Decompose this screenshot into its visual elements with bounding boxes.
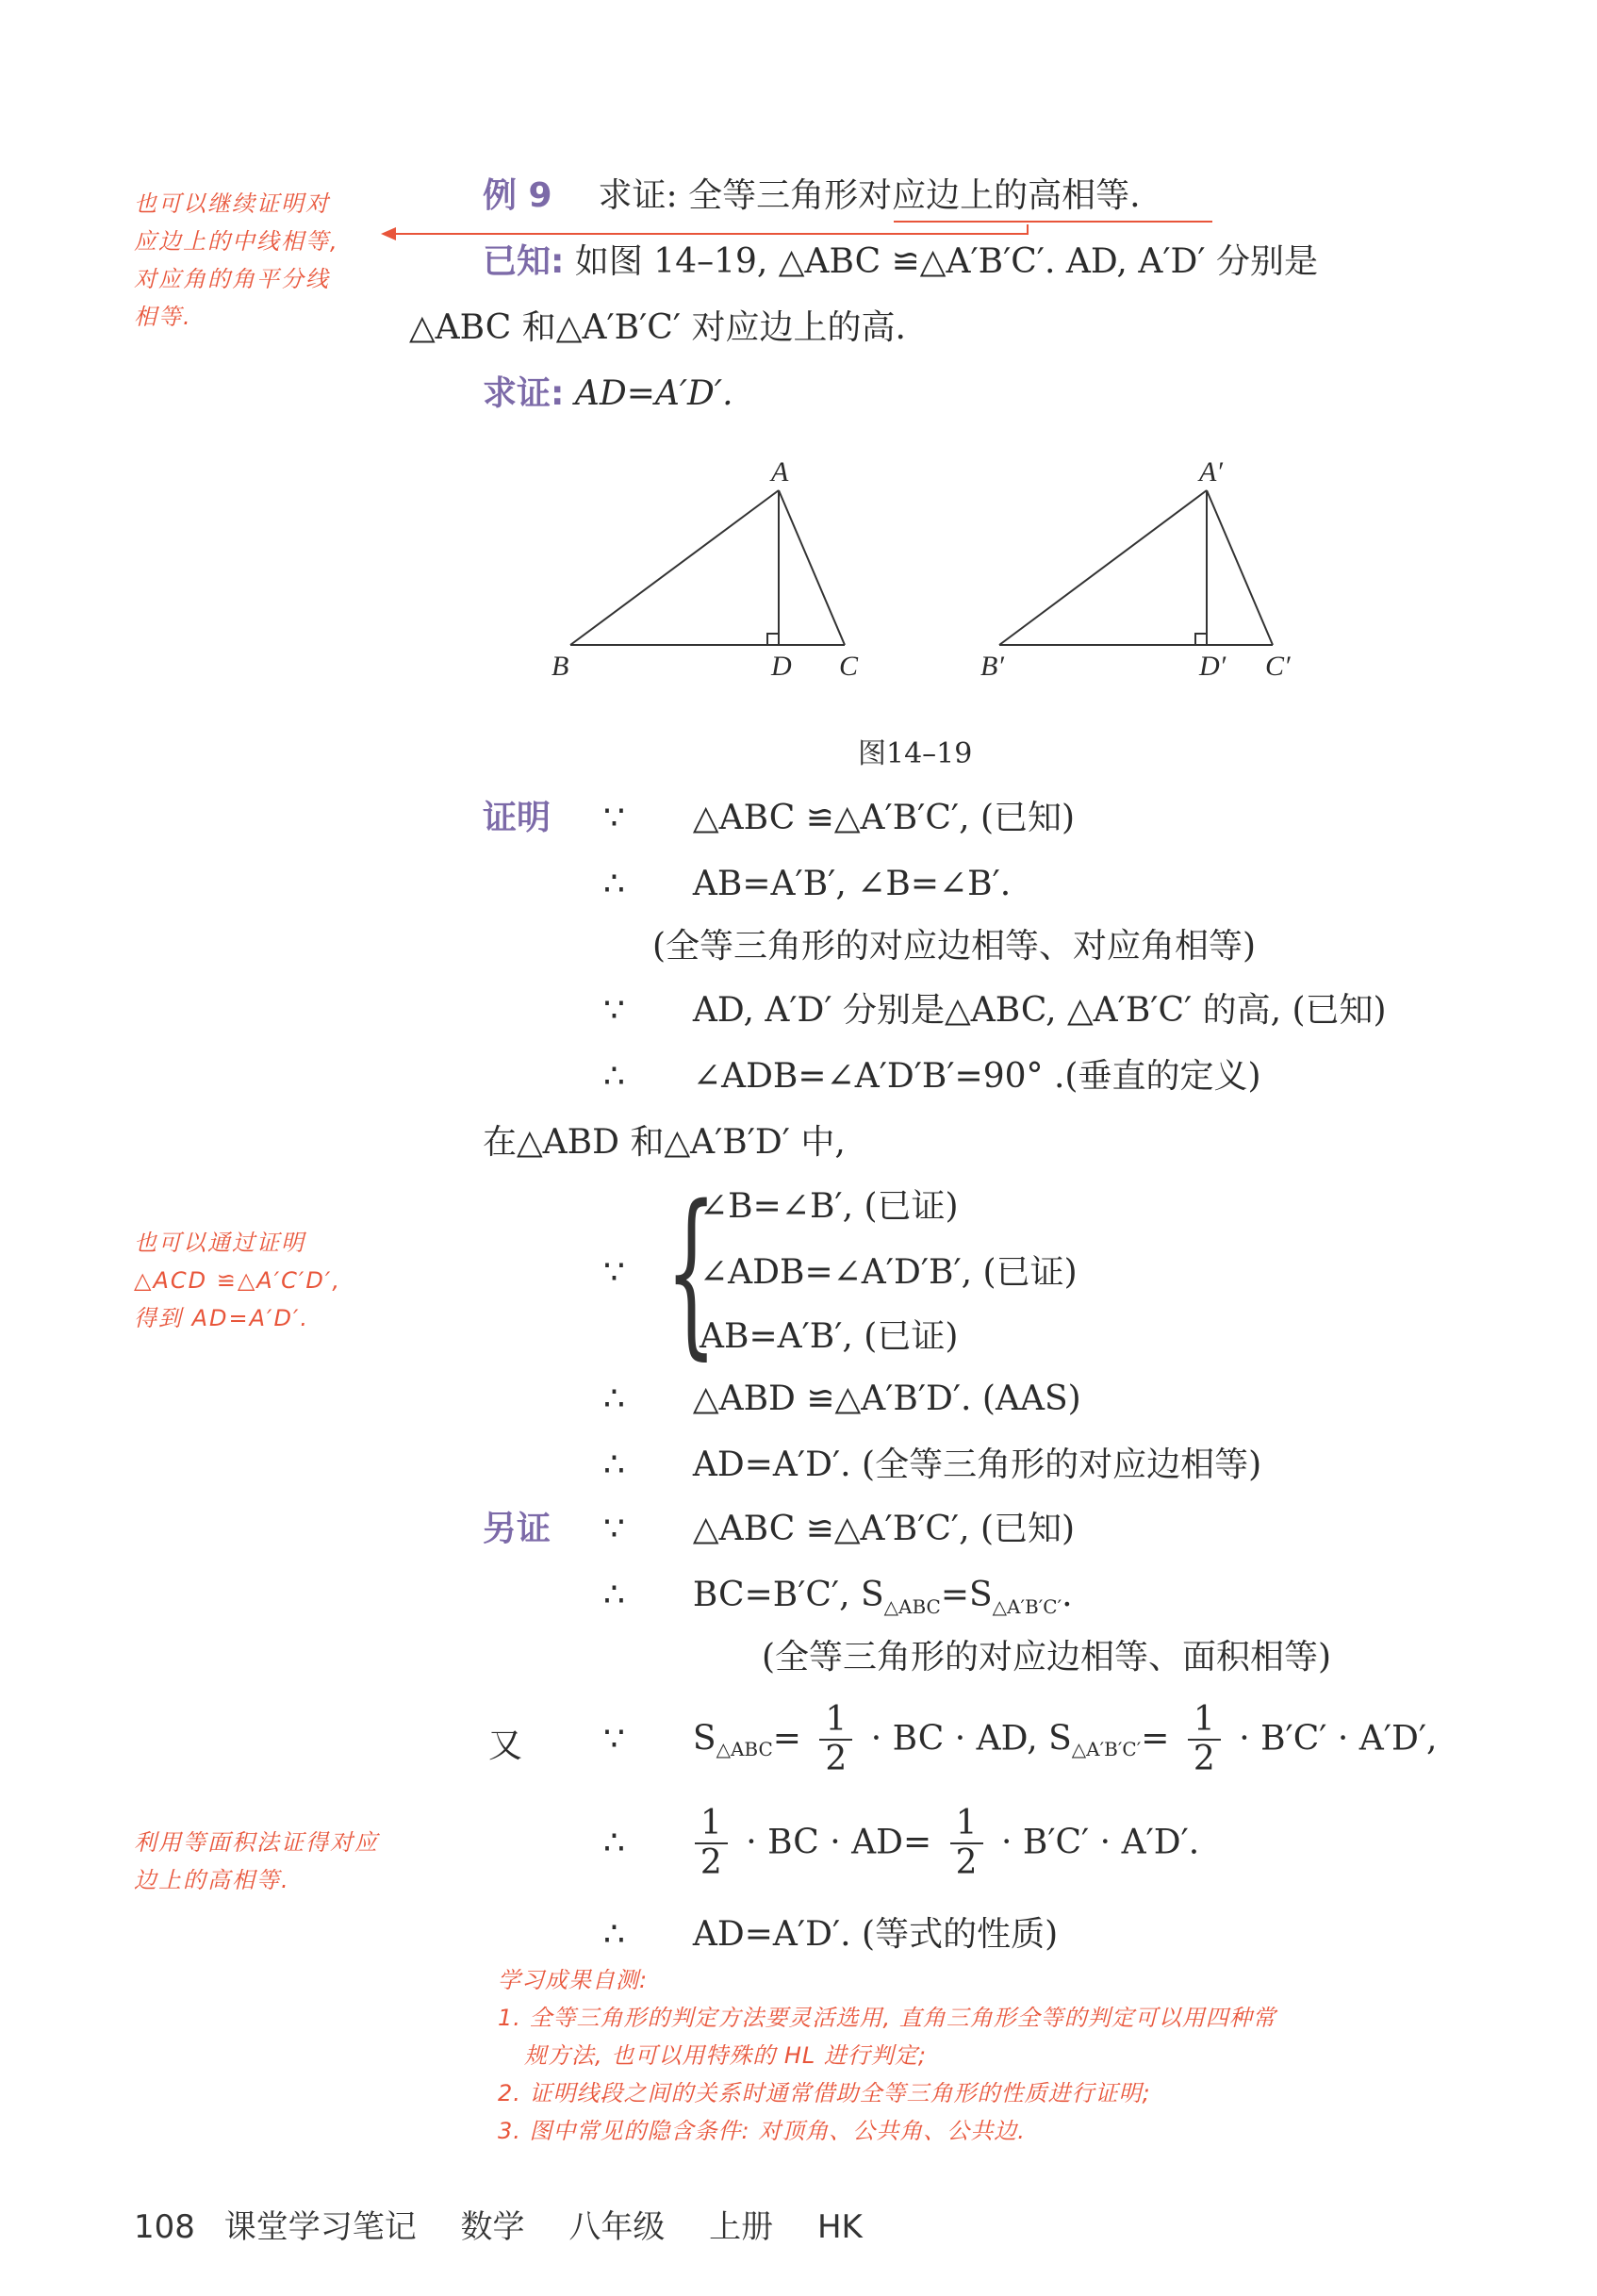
- given-line-1: [483, 242, 1318, 281]
- page-footer: [134, 2201, 897, 2247]
- proof-line-7: [603, 1379, 1081, 1418]
- subject: 数学: [460, 2208, 525, 2246]
- proof-text: △ABD ≌△A′B′D′. (AAS): [692, 1379, 1081, 1418]
- page-number: 108: [134, 2208, 195, 2246]
- alt-line-1: [603, 1512, 1075, 1546]
- denominator: 2: [1193, 1739, 1215, 1778]
- summary-title: 学习成果自测:: [498, 1967, 649, 1993]
- therefore-symbol: ∴: [603, 1576, 625, 1614]
- point-b: B: [552, 651, 569, 682]
- proof-text: ∠ADB=∠A′D′B′=90° .(垂直的定义): [692, 1057, 1261, 1096]
- point-d-prime: D′: [1199, 651, 1227, 682]
- margin-note-2: [134, 1224, 341, 1337]
- triangle-a1b1c1: [999, 490, 1273, 645]
- proof-text: AB=A′B′, ∠B=∠B′.: [692, 865, 1012, 903]
- proof-line-1: [603, 801, 1075, 835]
- math-text: · BC · AD, S: [870, 1719, 1072, 1759]
- point-a-prime: A′: [1199, 456, 1223, 487]
- left-brace: {: [666, 1167, 717, 1376]
- you-label: 又: [488, 1726, 523, 1765]
- math-text: · B′C′ · A′D′,: [1239, 1719, 1438, 1759]
- grade: 八年级: [568, 2208, 666, 2246]
- numerator: 1: [695, 1805, 728, 1844]
- given-line-2: △ABC 和△A′B′C′ 对应边上的高.: [409, 308, 906, 347]
- summary-item: 2. 证明线段之间的关系时通常借助全等三角形的性质进行证明;: [498, 2080, 1151, 2106]
- summary-item: 规方法, 也可以用特殊的 HL 进行判定;: [524, 2042, 928, 2069]
- prove-line: [483, 374, 733, 413]
- triangle-abc: [570, 490, 845, 645]
- point-b-prime: B′: [980, 651, 1004, 682]
- alt-line-6: [603, 1915, 1059, 1954]
- subscript: △ABC: [716, 1737, 773, 1760]
- alt-proof-label: 另证: [483, 1510, 552, 1548]
- note-line: 应边上的中线相等,: [134, 228, 339, 255]
- note-line: 也可以通过证明: [134, 1230, 305, 1256]
- numerator: 1: [950, 1805, 983, 1844]
- point-a: A: [771, 456, 789, 487]
- therefore-symbol: ∴: [603, 865, 625, 903]
- prove-label: 求证:: [483, 374, 565, 413]
- numerator: 1: [819, 1701, 852, 1741]
- alt-line-5: [603, 1805, 1199, 1881]
- math-text: · B′C′ · A′D′.: [1001, 1823, 1200, 1862]
- brace-line-1: ∠B=∠B′, (已证): [700, 1187, 959, 1226]
- title-underline: [894, 221, 1212, 223]
- note-line: 也可以继续证明对: [134, 190, 330, 217]
- because-symbol: ∵: [603, 799, 625, 837]
- note-line: 相等.: [134, 304, 192, 330]
- proof-line-3: (全等三角形的对应边相等、对应角相等): [652, 927, 1257, 966]
- edition: HK: [816, 2208, 863, 2246]
- math-text: =: [1141, 1719, 1170, 1759]
- because-symbol: ∵: [603, 991, 625, 1030]
- math-text: S: [692, 1719, 716, 1759]
- brace-line-3: AB=A′B′, (已证): [700, 1317, 959, 1356]
- volume: 上册: [709, 2208, 774, 2246]
- fraction-half: [819, 1701, 852, 1777]
- summary-item: 1. 全等三角形的判定方法要灵活选用, 直角三角形全等的判定可以用四种常: [498, 2005, 1276, 2031]
- therefore-symbol: ∴: [603, 1445, 625, 1484]
- proof-text: =S: [940, 1576, 993, 1614]
- summary-item: 3. 图中常见的隐含条件: 对顶角、公共角、公共边.: [498, 2118, 1026, 2144]
- because-symbol: ∵: [603, 1510, 625, 1548]
- proof-text: AD, A′D′ 分别是△ABC, △A′B′C′ 的高, (已知): [692, 991, 1387, 1030]
- denominator: 2: [700, 1842, 722, 1882]
- alt-line-2: [603, 1576, 1073, 1619]
- summary-block: [498, 1961, 1276, 2150]
- proof-line-8: [603, 1445, 1262, 1484]
- fraction-half: [695, 1805, 728, 1881]
- proof-line-6: 在△ABD 和△A′B′D′ 中,: [483, 1123, 846, 1162]
- note-line: 边上的高相等.: [134, 1867, 290, 1893]
- figure-caption: 图14–19: [858, 737, 973, 770]
- proof-line-4: [603, 991, 1387, 1030]
- note-line: 利用等面积法证得对应: [134, 1829, 379, 1856]
- proof-text: .: [1062, 1576, 1073, 1614]
- proof-brace-because: [603, 1253, 637, 1292]
- proof-label: 证明: [483, 799, 552, 837]
- proof-text: AD=A′D′. (等式的性质): [692, 1915, 1059, 1954]
- fraction-half: [1188, 1701, 1221, 1777]
- note-line: 得到 AD=A′D′.: [134, 1305, 310, 1331]
- denominator: 2: [955, 1842, 978, 1882]
- subscript: △A′B′C′: [992, 1595, 1062, 1619]
- therefore-symbol: ∴: [603, 1915, 625, 1954]
- margin-note-3: [134, 1824, 379, 1899]
- prove-text: AD=A′D′.: [574, 374, 733, 413]
- proof-text: △ABC ≌△A′B′C′, (已知): [692, 1510, 1076, 1548]
- math-text: · BC · AD=: [746, 1823, 932, 1862]
- note-line: 对应角的角平分线: [134, 266, 330, 292]
- math-text: =: [772, 1719, 801, 1759]
- proof-line-2: [603, 867, 1011, 901]
- alt-line-4: [603, 1701, 1437, 1777]
- example-title: 求证: 全等三角形对应边上的高相等.: [598, 176, 1141, 215]
- fraction-half: [950, 1805, 983, 1881]
- point-c-prime: C′: [1265, 651, 1291, 682]
- proof-text: AD=A′D′. (全等三角形的对应边相等): [692, 1445, 1262, 1484]
- example-label: 例 9: [483, 176, 552, 215]
- point-d: D: [771, 651, 792, 682]
- proof-text: BC=B′C′, S: [692, 1576, 884, 1614]
- brace-line-2: ∠ADB=∠A′D′B′, (已证): [700, 1253, 1078, 1292]
- alt-line-3: (全等三角形的对应边相等、面积相等): [762, 1638, 1332, 1677]
- denominator: 2: [825, 1739, 848, 1778]
- proof-line-5: [603, 1057, 1261, 1096]
- example-heading: [483, 176, 1141, 215]
- given-label: 已知:: [483, 242, 565, 281]
- note-line: △ACD ≌△A′C′D′,: [134, 1267, 341, 1294]
- numerator: 1: [1188, 1701, 1221, 1741]
- point-c: C: [839, 651, 859, 682]
- therefore-symbol: ∴: [603, 1823, 625, 1862]
- proof-text: △ABC ≌△A′B′C′, (已知): [692, 799, 1076, 837]
- because-symbol: ∵: [603, 1253, 625, 1292]
- subscript: △ABC: [883, 1595, 941, 1619]
- book-title: 课堂学习笔记: [223, 2208, 417, 2246]
- therefore-symbol: ∴: [603, 1379, 625, 1418]
- because-symbol: ∵: [603, 1719, 625, 1759]
- therefore-symbol: ∴: [603, 1057, 625, 1096]
- subscript: △A′B′C′: [1071, 1737, 1142, 1760]
- given-text-1: 如图 14–19, △ABC ≌△A′B′C′. AD, A′D′ 分别是: [574, 242, 1318, 281]
